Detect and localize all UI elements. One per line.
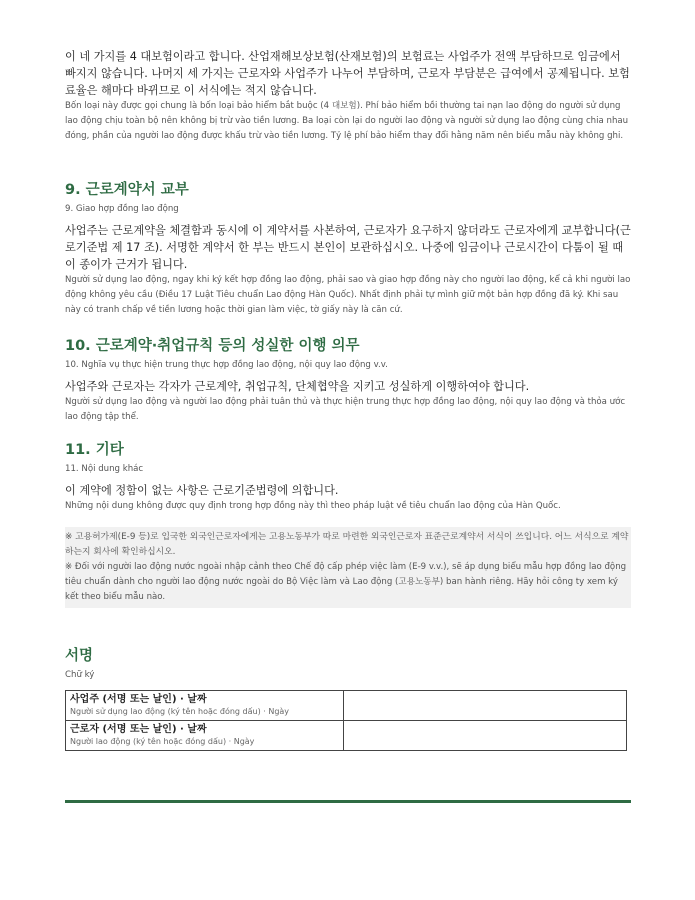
employee-label-vietnamese: Người lao động (ký tên hoặc đóng dấu) · Ngày	[70, 737, 255, 746]
employer-signature-field[interactable]	[344, 691, 627, 721]
section-11-title: 11. 기타	[65, 442, 124, 458]
section-faithful-performance	[65, 336, 631, 425]
signature-title: 서명	[65, 648, 94, 664]
note-korean: ※ 고용허가제(E-9 등)로 입국한 외국인근로자에게는 고용노동부가 따로 마련한 외국인근로자 표준근로계약서 서식이 쓰입니다. 어느 서식으로 계약하는지 회사에 확인하십시오.	[65, 532, 629, 557]
signature-subtitle: Chữ ký	[65, 670, 95, 680]
section-11-vietnamese: Những nội dung không được quy định trong hợp đồng này thì theo pháp luật về tiêu chuẩn lao động của Hàn Quốc.	[65, 501, 561, 511]
signature-section	[65, 646, 631, 746]
section-9-title: 9. 근로계약서 교부	[65, 182, 189, 198]
footer-divider	[65, 800, 631, 803]
section-10-vietnamese: Người sử dụng lao động và người lao động phải tuân thủ và thực hiện trung thực hợp đồng lao động, nội quy lao động và thỏa ước lao động tập thể.	[65, 397, 626, 422]
note-vietnamese: ※ Đối với người lao động nước ngoài nhập cảnh theo Chế độ cấp phép việc làm (E-9 v.v.), sẽ áp dụng biểu mẫu hợp đồng lao động tiêu chuẩn dành cho người lao động nước ngoài do Bộ Việc làm và Lao động (고용노동부) ban hành riêng. Hãy hỏi công ty xem ký kết theo biểu mẫu nào.	[65, 562, 627, 602]
insurance-intro	[65, 48, 631, 144]
section-9-vietnamese: Người sử dụng lao động, ngay khi ký kết hợp đồng lao động, phải sao và giao hợp đồng này cho người lao động, kể cả khi người lao động không yêu cầu (Điều 17 Luật Tiêu chuẩn Lao động Hàn Quốc). Nhất định phải tự mình giữ một bản hợp đồng đã ký. Khi sau này có tranh chấp về tiền lương hoặc thời gian làm việc, tờ giấy này là căn cứ.	[65, 275, 631, 315]
employee-label-cell	[66, 721, 344, 751]
signature-row-employee	[66, 721, 627, 751]
section-contract-delivery	[65, 180, 631, 318]
employer-label-korean: 사업주 (서명 또는 날인) · 날짜	[70, 694, 207, 705]
employee-signature-field[interactable]	[344, 721, 627, 751]
section-10-title: 10. 근로계약·취업규칙 등의 성실한 이행 의무	[65, 338, 360, 354]
section-11-korean: 이 계약에 정함이 없는 사항은 근로기준법령에 의합니다.	[65, 484, 339, 497]
document-page	[65, 48, 631, 746]
section-10-subtitle: 10. Nghĩa vụ thực hiện trung thực hợp đồng lao động, nội quy lao động v.v.	[65, 360, 388, 370]
signature-row-employer	[66, 691, 627, 721]
section-11-subtitle: 11. Nội dung khác	[65, 464, 144, 474]
signature-table	[65, 690, 627, 751]
insurance-intro-vietnamese: Bốn loại này được gọi chung là bốn loại bảo hiểm bắt buộc (4 대보험). Phí bảo hiểm bồi thường tai nạn lao động do người sử dụng lao động chịu toàn bộ nên không bị trừ vào tiền lương. Ba loại còn lại do người lao động và người sử dụng lao động cùng chia nhau đóng, phần của người lao động được khấu trừ vào tiền lương. Tỷ lệ phí bảo hiểm thay đổi hằng năm nên biểu mẫu này không ghi.	[65, 101, 629, 141]
section-10-korean: 사업주와 근로자는 각자가 근로계약, 취업규칙, 단체협약을 지키고 성실하게 이행하여야 합니다.	[65, 380, 530, 393]
section-other	[65, 440, 631, 514]
section-9-subtitle: 9. Giao hợp đồng lao động	[65, 204, 179, 214]
insurance-intro-korean: 이 네 가지를 4 대보험이라고 합니다. 산업재해보상보험(산재보험)의 보험료는 사업주가 전액 부담하므로 임금에서 빠지지 않습니다. 나머지 세 가지는 근로자와 사업주가 나누어 부담하며, 근로자 부담분은 급여에서 공제됩니다. 보험료율은 해마다 바뀌므로 이 서식에는 적지 않습니다.	[65, 50, 630, 97]
foreign-worker-note	[65, 527, 631, 608]
employer-label-vietnamese: Người sử dụng lao động (ký tên hoặc đóng dấu) · Ngày	[70, 707, 290, 716]
section-9-korean: 사업주는 근로계약을 체결함과 동시에 이 계약서를 사본하여, 근로자가 요구하지 않더라도 근로자에게 교부합니다(근로기준법 제 17 조). 서명한 계약서 한 부는 반드시 본인이 보관하십시오. 나중에 임금이나 근로시간이 다툼이 될 때 이 종이가 근거가 됩니다.	[65, 224, 631, 271]
employee-label-korean: 근로자 (서명 또는 날인) · 날짜	[70, 724, 207, 735]
employer-label-cell	[66, 691, 344, 721]
